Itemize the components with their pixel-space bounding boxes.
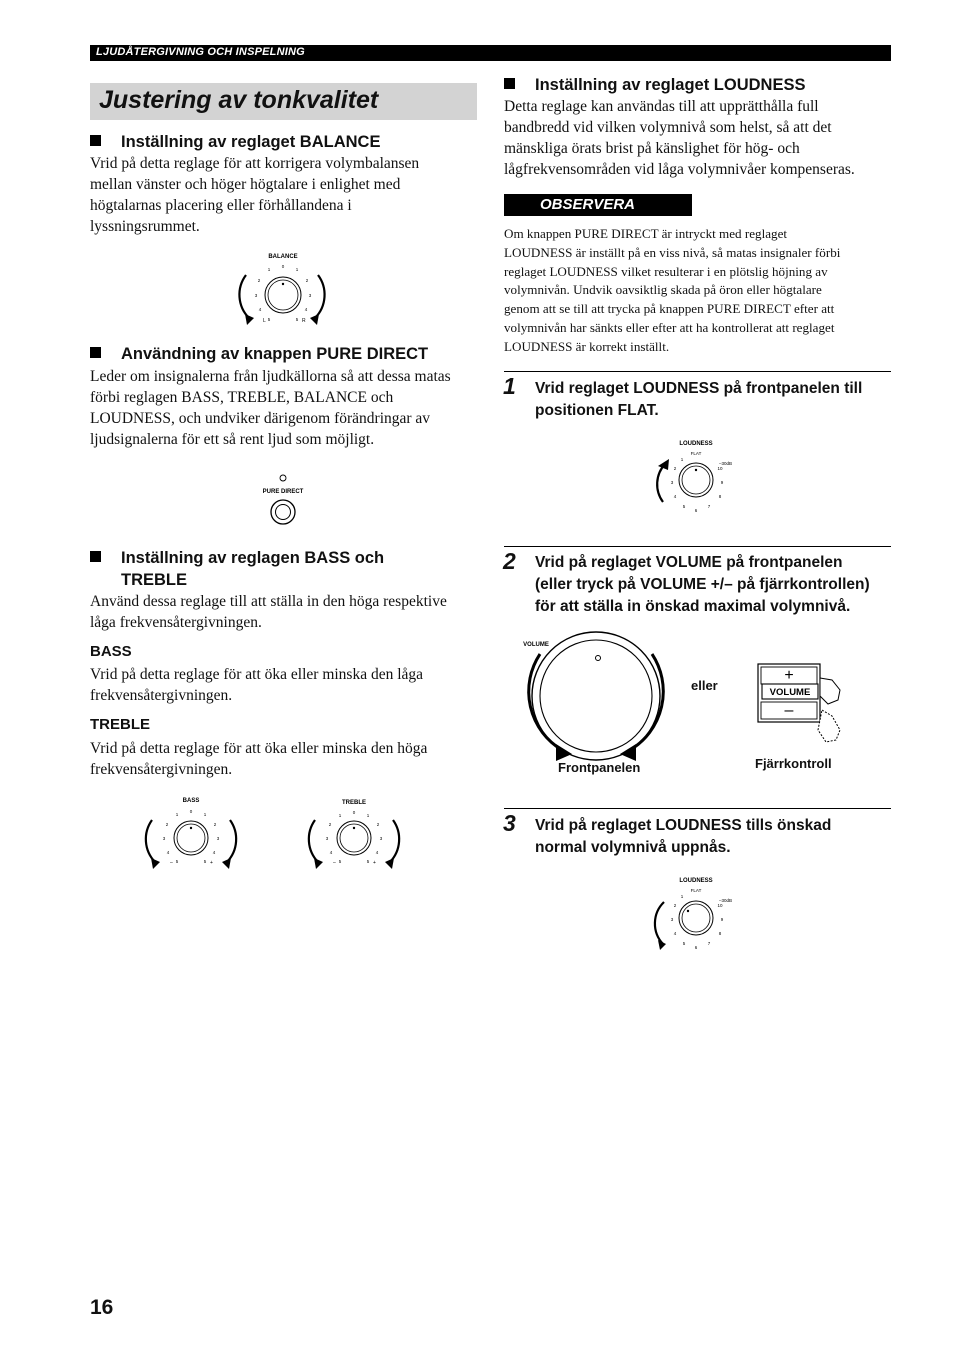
svg-text:2: 2: [328, 822, 332, 827]
svg-text:+: +: [210, 860, 213, 866]
bullet-square-icon: [90, 551, 101, 562]
svg-text:4: 4: [673, 494, 677, 499]
section-header-bar: [90, 45, 891, 61]
note-text: Om knappen PURE DIRECT är intryckt med reglaget LOUDNESS är inställt på en viss nivå, så matas insignaler förbi reglaget LOUDNESS vilket resulterar i en plötslig höjning av volymnivån. Undvik oavsiktlig skada på öron eller högtalare genom att se till att trycka på knappen PURE DIRECT efter att volymnivån har sänkts eller efter att ha kontrollerat att reglaget LOUDNESS är korrekt inställt.: [504, 226, 841, 354]
svg-text:1: 1: [175, 812, 179, 817]
svg-text:4: 4: [166, 850, 170, 855]
step-1-text: Vrid reglaget LOUDNESS på frontpanelen till positionen FLAT.: [535, 380, 863, 419]
svg-text:VOLUME: VOLUME: [769, 687, 811, 698]
svg-text:4: 4: [673, 931, 677, 936]
svg-text:5: 5: [295, 317, 299, 322]
svg-text:8: 8: [718, 494, 722, 499]
svg-text:0: 0: [189, 809, 193, 814]
svg-text:0: 0: [281, 264, 285, 269]
svg-text:–: –: [170, 860, 173, 866]
note-label: OBSERVERA: [540, 196, 636, 213]
page-title-box: [90, 83, 477, 120]
volume-knob-figure: [516, 622, 686, 762]
loudness-knob-figure-1: [652, 436, 742, 516]
treble-subheading: TREBLE: [90, 716, 150, 733]
svg-text:2: 2: [165, 822, 169, 827]
svg-text:1: 1: [203, 812, 207, 817]
svg-text:1: 1: [338, 813, 342, 818]
step-3-rule: [504, 808, 891, 809]
bass-subheading: BASS: [90, 643, 132, 660]
svg-text:2: 2: [257, 278, 261, 283]
svg-text:3: 3: [308, 293, 312, 298]
svg-text:6: 6: [694, 945, 698, 950]
bass-treble-text: Använd dessa reglage till att ställa in den höga respektive låga frekvensåtergivningen.: [90, 593, 447, 631]
balance-heading: Inställning av reglaget BALANCE: [90, 131, 380, 153]
remote-volume-figure: [752, 660, 852, 760]
svg-text:10: 10: [717, 466, 723, 471]
page-title: Justering av tonkvalitet: [99, 86, 379, 114]
step-1-number: 1: [503, 373, 516, 399]
front-panel-caption: Frontpanelen: [558, 760, 641, 775]
svg-text:3: 3: [670, 480, 674, 485]
note-label-bar: [504, 194, 692, 216]
svg-text:PURE DIRECT: PURE DIRECT: [262, 489, 304, 495]
svg-text:TREBLE: TREBLE: [342, 800, 366, 806]
svg-text:3: 3: [379, 836, 383, 841]
svg-text:5: 5: [175, 859, 179, 864]
remote-caption: Fjärrkontroll: [755, 756, 832, 771]
svg-text:BALANCE: BALANCE: [268, 254, 298, 260]
pure-direct-text: Leder om insignalerna från ljudkällorna så att dessa matas förbi reglagen BASS, TREBLE, BALANCE och LOUDNESS, och undviker därigenom förändringar av ljudsignalerna för ett så rent ljud som möjligt.: [90, 368, 451, 448]
loudness-heading: Inställning av reglaget LOUDNESS: [504, 74, 805, 96]
step-3-number: 3: [503, 810, 516, 836]
svg-text:+: +: [784, 667, 794, 684]
svg-text:1: 1: [680, 457, 684, 462]
svg-text:–30dB: –30dB: [719, 898, 733, 903]
treble-knob-figure: [303, 792, 403, 872]
pure-direct-button-figure: [250, 470, 320, 530]
svg-text:2: 2: [213, 822, 217, 827]
loudness-knob-figure-2: [652, 872, 742, 952]
svg-text:7: 7: [707, 941, 711, 946]
svg-text:2: 2: [673, 466, 677, 471]
treble-text: Vrid på detta reglage för att öka eller minska den höga frekvensåtergivningen.: [90, 740, 428, 778]
balance-text: Vrid på detta reglage för att korrigera volymbalansen mellan vänster och höger högtalare i enlighet med högtalarnas placering eller förhållandena i lyssningsrummet.: [90, 155, 420, 235]
svg-text:6: 6: [694, 508, 698, 513]
bass-text: Vrid på detta reglage för att öka eller minska den låga frekvensåtergivningen.: [90, 666, 424, 704]
step-2-rule: [504, 546, 891, 547]
svg-text:9: 9: [720, 480, 724, 485]
or-text: eller: [691, 678, 718, 693]
svg-text:5: 5: [682, 504, 686, 509]
svg-text:10: 10: [717, 903, 723, 908]
section-header-text: LJUDÅTERGIVNING OCH INSPELNING: [96, 46, 305, 58]
svg-text:4: 4: [212, 850, 216, 855]
bullet-square-icon: [504, 78, 515, 89]
svg-text:1: 1: [366, 813, 370, 818]
svg-text:5: 5: [366, 859, 370, 864]
svg-text:8: 8: [718, 931, 722, 936]
svg-text:2: 2: [376, 822, 380, 827]
svg-text:+: +: [373, 860, 376, 866]
svg-text:1: 1: [295, 267, 299, 272]
svg-text:3: 3: [670, 917, 674, 922]
step-1-rule: [504, 371, 891, 372]
svg-text:3: 3: [216, 836, 220, 841]
step-2-text: Vrid på reglaget VOLUME på frontpanelen (eller tryck på VOLUME +/– på fjärrkontrollen) för att ställa in önskad maximal volymnivå.: [535, 554, 870, 615]
svg-text:0: 0: [352, 810, 356, 815]
page-number: 16: [90, 1296, 114, 1319]
svg-text:1: 1: [267, 267, 271, 272]
svg-text:4: 4: [258, 307, 262, 312]
svg-text:–30dB: –30dB: [719, 461, 733, 466]
svg-text:3: 3: [254, 293, 258, 298]
svg-text:–: –: [784, 702, 794, 719]
step-3-text: Vrid på reglaget LOUDNESS tills önskad normal volymnivå uppnås.: [535, 817, 832, 856]
svg-text:3: 3: [162, 836, 166, 841]
svg-text:4: 4: [329, 850, 333, 855]
loudness-text: Detta reglage kan användas till att upprätthålla full bandbredd vid vilken volymnivå som helst, så att det mänskliga örats brist på känslighet för hög- och lågfrekvensområden vid låga volymnivåer kompenseras.: [504, 98, 855, 178]
svg-text:LOUDNESS: LOUDNESS: [679, 441, 713, 447]
svg-text:2: 2: [673, 903, 677, 908]
pure-direct-heading: Användning av knappen PURE DIRECT: [90, 343, 428, 365]
step-2-number: 2: [503, 548, 516, 574]
svg-text:–: –: [333, 860, 336, 866]
svg-text:7: 7: [707, 504, 711, 509]
bullet-square-icon: [90, 135, 101, 146]
svg-text:FLAT: FLAT: [690, 888, 702, 893]
svg-text:R: R: [302, 318, 306, 324]
svg-text:FLAT: FLAT: [690, 451, 702, 456]
svg-text:9: 9: [720, 917, 724, 922]
svg-text:5: 5: [203, 859, 207, 864]
svg-text:LOUDNESS: LOUDNESS: [679, 878, 713, 884]
svg-text:5: 5: [682, 941, 686, 946]
svg-text:5: 5: [267, 317, 271, 322]
svg-text:VOLUME: VOLUME: [523, 642, 549, 648]
svg-text:2: 2: [305, 278, 309, 283]
svg-text:BASS: BASS: [182, 798, 200, 804]
bullet-square-icon: [90, 347, 101, 358]
bass-knob-figure: [140, 792, 240, 872]
svg-text:4: 4: [304, 307, 308, 312]
svg-text:5: 5: [338, 859, 342, 864]
svg-text:4: 4: [375, 850, 379, 855]
balance-knob-figure: [232, 248, 332, 328]
bass-treble-heading: Inställning av reglagen BASS och TREBLE: [90, 547, 384, 591]
svg-text:L: L: [263, 318, 266, 324]
svg-text:3: 3: [325, 836, 329, 841]
svg-text:1: 1: [680, 894, 684, 899]
